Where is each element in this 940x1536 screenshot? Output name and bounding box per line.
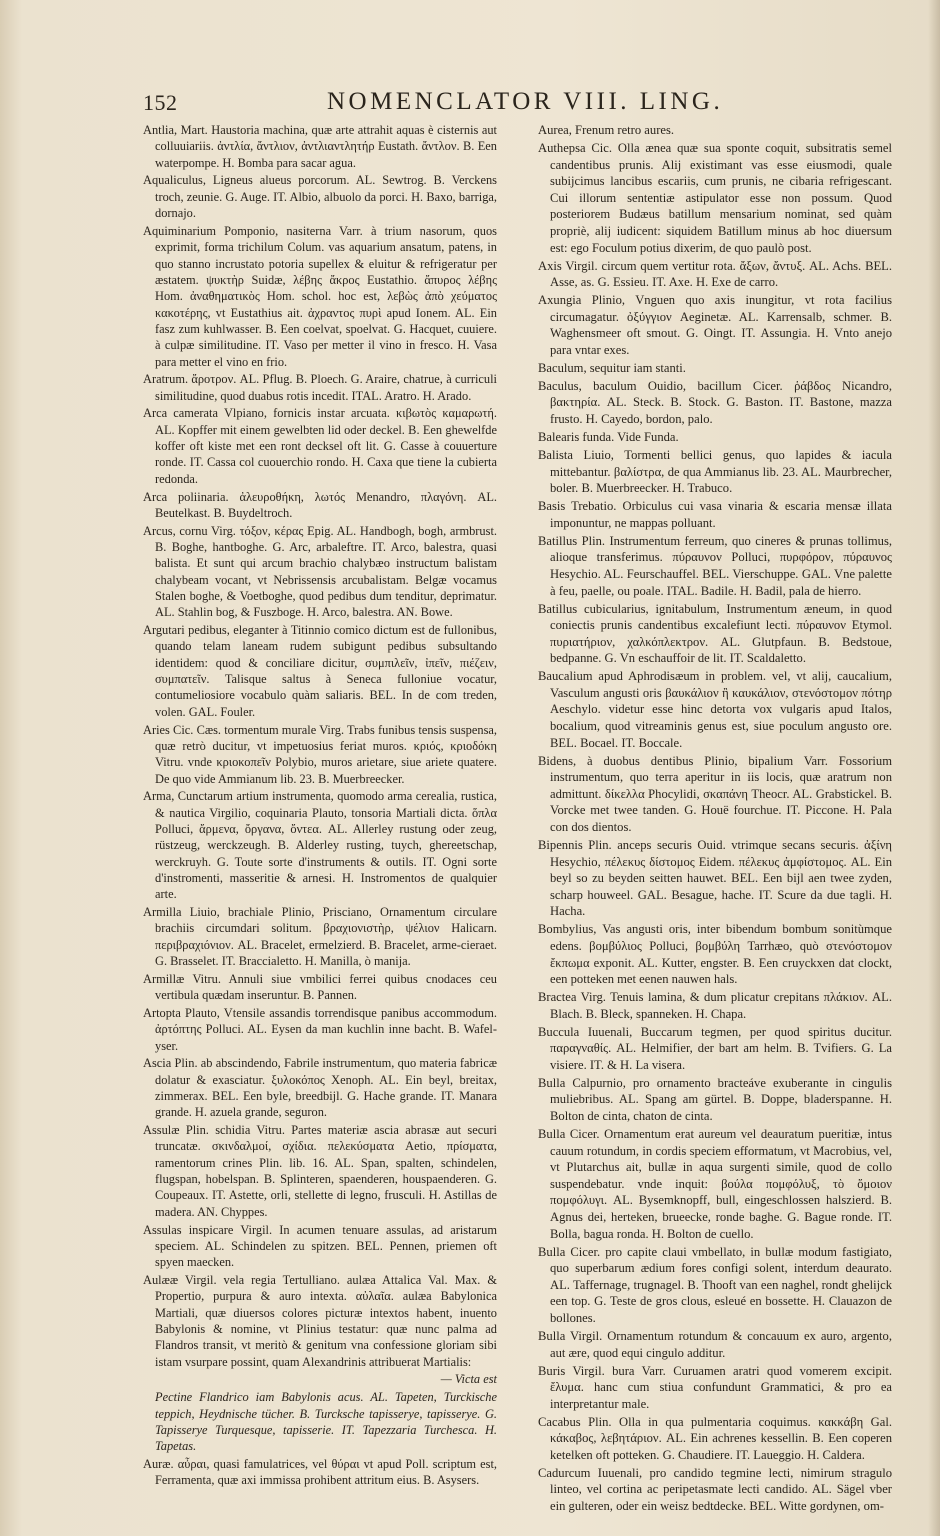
entry-aulaeae: Aulææ Virgil. vela regia Tertulliano. aulæa Attalica Val. Max. & Propertio, purpura & auro intexta. αὐλαῖα. aulæa Babylonica Martiali, quæ diuersos colores picturæ intextos habent, inuento Babylonis & nomine, vt Plinius testatur: quæ nunc palma ad Flandros transit, vt meritò & genitum vna confessione gloriam sibi istam vsurpare possint, quam Alexandrinis attribuerat Martialis: — [143, 1272, 497, 1369]
entry-bombylius: Bombylius, Vas angusti oris, inter bibendum bombum sonitùmque edens. βομβύλιος Polluci, βομβύλη Tarrhæo, quò στενόστομον ἔκπωμα exponit. AL. Kutter, engster. B. Een cruyckxen dat clockt, een potteken met eenen nauwen hals. — [538, 922, 892, 987]
entry-cadurcum: Cadurcum Iuuenali, pro candido tegmine lecti, nimirum stragulo linteo, vel cortina ac peripetasmate lecti candido. AL. Sägel vber ein gulteren, oder ein weisz bedtdecke. BEL. Witte gordynen, om- — [538, 1465, 892, 1514]
entry-buris: Buris Virgil. bura Varr. Curuamen aratri quod vomerem excipit. ἔλυμα. hanc cum stiua confundunt Grammatici, & pro ea interpretantur male. — [538, 1363, 892, 1411]
entry-aurae: Auræ. αὖραι, quasi famulatrices, vel θύραι vt apud Poll. scriptum est, Ferramenta, quæ axi immissa prohibent attritum eius. B. Asysers. — [143, 1456, 497, 1488]
entry-bipennis: Bipennis Plin. anceps securis Ouid. vtrimque secans securis. ἀξίνη Hesychio, πέλεκυς δίστομος Eidem. πέλεκυς ἀμφίστομος. AL. Ein beyl so zu beyden seitten hauwet. BEL. Een bijl aen twee zyden, scharp houweel. GAL. Besague, hache. IT. Scure da due tagli. H. Hacha. — [538, 838, 892, 919]
entry-assulae: Assulæ Plin. schidia Vitru. Partes materiæ ascia abrasæ aut securi truncatæ. σκινδαλμοί, σχίδια. πελεκύσματα Aetio, πρίσματα, ramentorum crines Plin. lib. 16. AL. Span, spalten, schindelen, flugspan, hobelspan. B. Splinteren, spaenderen, houspaenderen. G. Coupeaux. IT. Astette, orli, stellette di legno, frusculi. H. Astillas de madera. AN. Chyppes. — [143, 1123, 497, 1219]
entry-antlia: Antlia, Mart. Haustoria machina, quæ arte attrahit aquas è cisternis aut colluuiariis. ἀντλία, ἄντλιον, ἀντλιαντλητήρ Eustath. ἄντλον. B. Een waterpompe. H. Bomba para sacar agua. — [143, 123, 497, 170]
entry-aulaeae-continued: Pectine Flandrico iam Babylonis acus. AL. Tapeten, Turckische teppich, Heydnische tücher. B. Turcksche tapisserye, tapisserye. G. Tapisserye Turquesque, tapisserie. IT. Tapezzaria Turchesca. H. Tapetas. — [155, 1390, 497, 1454]
entry-axis: Axis Virgil. circum quem vertitur rota. ἄξων, ἄντυξ. AL. Achs. BEL. Asse, as. G. Essieu. IT. Axe. H. Exe de carro. — [538, 258, 892, 290]
running-title: NOMENCLATOR VIII. LING. — [327, 88, 724, 115]
entry-bulla-calpurnio: Bulla Calpurnio, pro ornamento bracteáve exuberante in cingulis muliebribus. AL. Spang am gürtel. B. Doppe, bladerspanne. H. Bolton de cinta, chaton de cinta. — [538, 1075, 892, 1124]
entry-buccula: Buccula Iuuenali, Buccarum tegmen, per quod spiritus ducitur. παραγναθίς. AL. Helmifier, der bart am helm. B. Tvifiers. G. La visiere. IT. & H. La visera. — [538, 1024, 892, 1072]
entry-arca-camerata: Arca camerata Vlpiano, fornicis instar arcuata. κιβωτὸς καμαρωτή. AL. Kopffer mit einem gewelbten lid oder deckel. B. Een ghewelfde koffer oft kiste met een ront decksel oft lit. G. Casse à couuerture ronde. IT. Cassa col cuouerchio rondo. H. Caxa que tiene la cubierta redonda. — [143, 406, 497, 486]
entry-argutari: Argutari pedibus, eleganter à Titinnio comico dictum est de fullonibus, quando telam laneam rudem subigunt pedibus subsultando identidem: quod & conciliare dicitur, συμπιλεῖν, ἰπεῖν, πιέζειν, συμπατεῖν. Talisque saltus à Seneca fulloniue vocatur, contumeliosiore vocabulo quàm saliaris. BEL. In de com treden, volen. GAL. Fouler. — [143, 623, 497, 719]
entry-bulla-cicer: Bulla Cicer. Ornamentum erat aureum vel deauratum pueritiæ, intus cauum rotundum, in cordis speciem efformatum, vt Macrobius, vel, vt Plutarchus ait, bullæ in aqua surgenti simile, quod de collo suspendebatur. vnde inquit: βούλα πομφόλυξ, τὸ ὅμοιον πομφόλυγι. AL. Bysemknopff, bull, eingeschlossen halszierd. B. Agnus dei, herteken, brueecke, ronde baghe. G. Bague ronde. IT. Bolla, bagua ronda. H. Bolton de cuello. — [538, 1127, 892, 1241]
entry-batillus: Batillus Plin. Instrumentum ferreum, quo cineres & prunas tollimus, alioque transferimus. πύραυνον Polluci, πυρφόρον, πύραυνος Hesychio. AL. Feurschauffel. BEL. Vierschuppe. GAL. Vne palette à feu, paelle, ou poale. ITAL. Badile. H. Badil, pala de hierro. — [538, 533, 892, 598]
entry-baculum: Baculum, sequitur iam stanti. — [538, 360, 686, 375]
entry-aqualiculus: Aqualiculus, Ligneus alueus porcorum. AL. Sewtrog. B. Verckens troch, zeunie. G. Auge. IT. Albio, albuolo da porci. H. Baxo, barriga, dornajo. — [143, 173, 497, 221]
entry-bulla-virgil: Bulla Virgil. Ornamentum rotundum & concauum ex auro, argento, aut ære, quod equi cingulo additur. — [538, 1328, 892, 1360]
right-column — [538, 122, 892, 1516]
left-column — [143, 122, 497, 1490]
entry-armillae: Armillæ Vitru. Annuli siue vmbilici ferrei quibus cnodaces ceu vertibula quædam inseruntur. B. Pannen. — [143, 971, 497, 1003]
entry-balista: Balista Liuio, Tormenti bellici genus, quo lapides & iacula mittebantur. βαλίστρα, de qua Ammianus lib. 23. AL. Maurbrecher, boler. B. Muerbreecker. H. Trabuco. — [538, 448, 892, 496]
entry-arca-poliinaria: Arca poliinaria. ἀλευροθήκη, λωτός Menandro, πλαγόνη. AL. Beutelkast. B. Buydeltroch. — [143, 489, 497, 520]
page-number: 152 — [143, 90, 178, 115]
entry-aquiminarium: Aquiminarium Pomponio, nasiterna Varr. à trium nasorum, quos exprimit, forma trichilum Colum. vas aquarium ansatum, patens, in quo stanno incrustato potoria supellex & eluitur & refrigeratur per æstatem. ψυκτὴρ Suidæ, λέβης ἄκρος Eustathio. ἄπυρος λέβης Hom. ἀναθηματικὸς Hom. schol. hoc est, λεβὼς ἀπὸ χεύματος κακοτέρης, vt Eustathius ait. ἀχραντος πυρὶ apud Ionem. AL. Ein fasz zum kuhlwasser. B. Een coelvat, spoelvat. G. Hacquet, cuuiere. à culpæ similitudine. IT. Vaso per metter il vino in fresco. H. Vasa para metter el vino en frio. — [143, 223, 497, 369]
entry-authepsa: Authepsa Cic. Olla ænea quæ sua sponte coquit, subsitratis semel candentibus prunis. Alij existimant vas esse eiusmodi, quale subijcimus lancibus escariis, cum prunis, ne cibaria refrigescant. Cui illorum sententiæ astipulator esse non possum. Quod posteriorem Budæus batillum mensarium nominat, sed quàm propriè, alij iudicent: siquidem Batillum minus ab hoc diuersum est: ego Foculum potius dixerim, de quo paulò post. — [538, 140, 892, 255]
entry-bidens: Bidens, à duobus dentibus Plinio, bipalium Varr. Fossorium instrumentum, quo terra aperitur in iis locis, quæ aratrum non admittunt. δίκελλα Phocylidi, σκαπάνη Theocr. AL. Grabstickel. B. Vorcke met twee tanden. G. Houë fourchue. IT. Piccone. H. Pala con dos dientos. — [538, 753, 892, 835]
entry-ascia: Ascia Plin. ab abscindendo, Fabrile instrumentum, quo materia fabricæ dolatur & exasciatur. ξυλοκόπος Xenoph. AL. Ein beyl, breitax, zimmerax. BEL. Een byle, breedbijl. G. Hache grande. IT. Manara grande. H. azuela grande, seguron. — [143, 1056, 497, 1120]
entry-arcus: Arcus, cornu Virg. τόξον, κέρας Epig. AL. Handbogh, bogh, armbrust. B. Boghe, hantboghe. G. Arc, arbaleftre. IT. Arco, balestra, quasi balista. Et sunt qui arcum brachio chalybæo instructum balistam chalybeam vocant, vt Nebrissensis arcubalistam. Belgæ vocamus Stalen boghe, & Voetboghe, quod pedibus dum tenditur, deprimatur. AL. Stahlin bog, & Fuszboge. H. Arco, balestra. AN. Bowe. — [143, 523, 497, 620]
entry-arma: Arma, Cunctarum artium instrumenta, quomodo arma cerealia, rustica, & nautica Virgilio, coquinaria Plauto, tonsoria Martiali dicta. ὅπλα Polluci, ἄρμενα, ὄργανα, ὄντεα. AL. Allerley rustung oder zeug, rüstzeug, werckzeugh. B. Alderley rusting, tuych, ghereetschap, werckruyh. G. Toute sorte d'instruments & outils. IT. Ogni sorte d'instromenti, masseritie & arnesi. H. Instromentos de qualquier arte. — [143, 789, 497, 902]
entry-batillus-cubicularius: Batillus cubicularius, ignitabulum, Instrumentum æneum, in quod coniectis prunis candentibus excalefiunt lecti. πύραυνον Etymol. πυριατήριον, χαλκόπλεκτρον. AL. Glutpfaun. B. Bedstoue, bedpanne. G. Vn eschauffoir de lit. IT. Scaldaletto. — [538, 601, 892, 666]
entry-aries: Aries Cic. Cæs. tormentum murale Virg. Trabs funibus tensis suspensa, quæ retrò ducitur, vt impetuosius feriat muros. κριός, κριοδόκη Vitru. vnde κριοκοπεῖν Polybio, muros arietare, siue ariete quatere. De quo vide Ammianum lib. 23. B. Muerbreecker. — [143, 722, 497, 786]
entry-aratrum: Aratrum. ἄροτρον. AL. Pflug. B. Ploech. G. Araire, chatrue, à curriculi similitudine, quod duabus rotis incedit. ITAL. Aratro. H. Arado. — [143, 372, 497, 403]
entry-armilla: Armilla Liuio, brachiale Plinio, Prisciano, Ornamentum circulare brachiis circumdari solitum. βραχιονιστὴρ, ψέλιον Halicarn. περιβραχιόνιον. AL. Bracelet, ermelzierd. B. Bracelet, arme-cieraet. G. Brasselet. IT. Braccialetto. H. Manilla, ò manija. — [143, 905, 497, 969]
verse-quote: — Victa est — [440, 1372, 497, 1387]
entry-basis: Basis Trebatio. Orbiculus cui vasa vinaria & escaria mensæ illata imponuntur, ne mappas polluant. — [538, 499, 892, 530]
entry-bulla-cicer-claui: Bulla Cicer. pro capite claui vmbellato, in bullæ modum fastigiato, quo superbarum ædium fores configi solent, interdum deaurato. AL. Taffernage, trugnagel. B. Thooft van een naghel, rondt ghelijck een top. G. Teste de gros clous, esleué en bossette. H. Clauazon de bollones. — [538, 1244, 892, 1325]
entry-balearis: Balearis funda. Vide Funda. — [538, 430, 679, 445]
entry-axungia: Axungia Plinio, Vnguen quo axis inungitur, vt rota facilius circumagatur. ὀξύγγιον Aeginetæ. AL. Karrensalb, schmer. B. Waghensmeer oft smout. G. Oingt. IT. Assungia. H. Vnto anejo para vntar exes. — [538, 293, 892, 357]
entry-baculus: Baculus, baculum Ouidio, bacillum Cicer. ῥάβδος Nicandro, βακτηρία. AL. Steck. B. Stock. G. Baston. IT. Bastone, mazza frusto. H. Cayedo, bordon, palo. — [538, 378, 892, 427]
entry-baucalium: Baucalium apud Aphrodisæum in problem. vel, vt alij, caucalium, Vasculum angusti oris βαυκάλιον ἢ καυκάλιον, στενόστομον πότηρ Aeschylo. videtur esse hinc detorta vox vulgaris apud Italos, bocalium, quod vitreaminis genus est, siue poculum angusto ore. BEL. Bocael. IT. Boccale. — [538, 669, 892, 750]
page-header — [143, 88, 883, 118]
entry-artopta: Artopta Plauto, Vtensile assandis torrendisque panibus accommodum. ἀρτόπτης Polluci. AL. Eysen da man kuchlin inne bacht. B. Wafel-yser. — [143, 1005, 497, 1053]
entry-assulas: Assulas inspicare Virgil. In acumen tenuare assulas, ad aristarum speciem. AL. Schindelen zu spitzen. BEL. Pennen, priemen oft spyen maecken. — [143, 1222, 497, 1270]
entry-aurea: Aurea, Frenum retro aures. — [538, 123, 675, 137]
entry-bractea: Bractea Virg. Tenuis lamina, & dum plicatur crepitans πλάκιον. AL. Blach. B. Bleck, spanneken. H. Chapa. — [538, 990, 892, 1021]
entry-cacabus: Cacabus Plin. Olla in qua pulmentaria coquimus. κακκάβη Gal. κάκαβος, λεβητάριον. AL. Ein achrenes kessellin. B. Een coperen ketelken oft potteken. G. Chaudiere. IT. Laueggio. H. Caldera. — [538, 1414, 892, 1462]
